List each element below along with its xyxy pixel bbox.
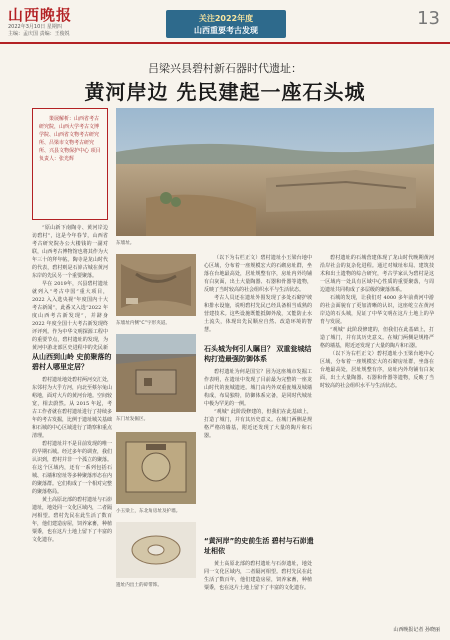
middle-column-section3 — [204, 560, 312, 622]
photo4-caption: 小玉梁上，东北角房址及护墙。 — [116, 509, 181, 514]
issue-meta — [8, 24, 70, 38]
corridor-image — [116, 254, 196, 316]
intro-paragraph: “原山新下南陶寺、黄河岸边访碧村”，这是今年春节，山西省考古研究院办公大楼钱的一副对联，山西考古博物馆也将其作为大年三十的拜年帖。陶寺是龙山时代的代表，碧村则是石峁古城在黄河东岸的先民另一个重要聚落。 — [32, 225, 108, 279]
issue-date: 2022年3月10日 星期四 — [8, 24, 62, 30]
section1-paragraph-1: 碧村遗址地处碧村两河交汇处，东邻村为大乎方河，向北至蔡尔兔山峪地，面对大片的黄河台地。空间较宽，相去蔚然。从 2015 年起，考古工作者就在碧村遗址进行了持续多年的考古发掘，比例于遗址城关基础和石城的中心区域进行了勘察和重点清理。 — [32, 377, 112, 439]
masthead-logo: 山西晚报 — [8, 6, 73, 24]
middle-column-section2 — [204, 368, 312, 534]
section1-paragraph-3: 黄土高原北部的碧村遗址与石峁遗址，地处同一文化区域内，二者隔河相望。碧村先民在此生活了数百年，他们建造房屋，饲养家畜，种植粟黍，也在这片土地上留下了丰富的文化遗存。 — [32, 497, 112, 543]
middle-paragraph-1: （以下为右栏正文）碧村遗址小玉梁台地中心区域，分布着一座规模宏大的石砌房址群，坐落在台地最高处，居址规整有序，房址内外均铺有白灰面，出土大量陶器、石器和骨器等遗物，反映了当时较高的社会组织水平与生活状态。 — [204, 255, 312, 293]
artifact-image — [116, 522, 196, 578]
photo5-caption: 遗址内出土的碎带饰。 — [116, 583, 162, 588]
left-column-section1 — [32, 376, 112, 620]
left-column-intro — [32, 224, 108, 350]
section3-paragraph: 黄土高原北部的碧村遗址与石峁遗址，地处同一文化区域内，二者隔河相望。碧村先民在此生活了数百年，他们建造房屋，饲养家畜，种植粟黍，也在这片土地上留下了丰富的文化遗存。 — [204, 561, 312, 591]
section2-paragraph-2: “观城” 此阶段修建的，但我们在此基础上，打造了城门，并有其历史意义。在城门两侧是规格严格的墙基，附近还发现了大量的陶片和石器。 — [204, 409, 312, 439]
editor-line: 主编：孟庆国 责编：王俊锐 — [8, 31, 70, 37]
house-site-image — [116, 432, 196, 504]
site-landscape-image — [116, 108, 434, 236]
photo2-caption: 东墙址内侧“C”字形夹道。 — [116, 321, 170, 326]
middle-column-top — [204, 254, 312, 342]
section2-heading: 石头城为何引人瞩目？ 双重瓮城结构打造最强防御体系 — [204, 345, 312, 363]
banner-line2: 山西重要考古发现 — [194, 26, 258, 35]
reporter-credit: 山西晚报记者 孙晓丽 — [393, 627, 440, 633]
right-paragraph-3: “观城” 此阶段修建的，但我们在此基础上，打造了城门，并有其历史意义。在城门两侧是规格严格的墙基，附近还发现了大量的陶片和石器。 — [320, 327, 434, 349]
page-number: 13 — [417, 8, 440, 29]
house-site-photo — [116, 432, 196, 504]
photo3-caption: 东门址发掘区。 — [116, 417, 149, 422]
right-paragraph-2: 石城的发现，让我们对 4000 多年前黄河中游的社会面貌有了更加清晰的认识，这座屹立在黄河岸边的石头城，见证了中华文明在这片土地上的孕育与发展。 — [320, 295, 434, 325]
project-infobox — [32, 108, 108, 220]
section1-heading: 从山西到山岭 史前聚落的碧村人哪里定居？ — [32, 353, 112, 371]
section-banner — [166, 10, 286, 38]
middle-paragraph-2: 考古人员还在遗址外围发现了多处石砌护坡和排水设施，说明碧村先民已经具备相当成熟的营建技术。这些设施既能抵御外敌，又能防止水土流失，体现出先民顺应自然、改造环境的智慧。 — [204, 295, 312, 333]
corridor-photo — [116, 254, 196, 316]
right-paragraph-4: （以下为右栏正文）碧村遗址小玉梁台地中心区域，分布着一座规模宏大的石砌房址群，坐落在台地最高处，居址规整有序，房址内外均铺有白灰面，出土大量陶器、石器和骨器等遗物，反映了当时较高的社会组织水平与生活状态。 — [320, 351, 434, 389]
article-subtitle: 吕梁兴县碧村新石器时代遗址： — [148, 62, 302, 75]
banner-line1: 关注2022年度 — [198, 14, 254, 23]
article-headline: 黄河岸边 先民建起一座石头城 — [84, 80, 366, 104]
section2-paragraph-1: 碧村遗址为何是国宝？因为这座城市发掘工作表明，在遗址中发现了目前最为完整的一座龙山时代的瓮城遗迹。城门由内外双重瓮城及城墙构成，布局独特，防御体系完备，是同时代城址中极为罕见的一例。 — [204, 369, 312, 407]
east-gate-photo — [116, 334, 196, 412]
east-gate-image — [116, 334, 196, 412]
section3-heading: “黄河岸”的史前生活 碧村与石峁遗址相依 — [204, 537, 314, 555]
intro-paragraph-2: 早在 2019年，兴县碧村遗址就列入“考古中国”重大项目，2022 入入选央视“年度国内十大考古新闻”，此番又入选“2022 年度山西考古新发现”，并跻身 2022 年度全国十大考古新发现终评评列。作为中华文明探源工程中的重要节点，碧村遗址的发现，为黄河中游北部区史进程中的先民新 — [32, 281, 108, 350]
page-header — [0, 0, 450, 44]
artifact-photo — [116, 522, 196, 578]
right-paragraph-1: 碧村遗址的石城营建体现了龙山时代晚期黄河沿岸社会的复杂化进程。通过对城址布局、建筑技术和出土遗物的综合研究，考古学家认为碧村是这一区域内一处具有区域中心性质的重要聚落，与周边遗址共同构成了多层级的聚落体系。 — [320, 255, 434, 293]
infobox-text: 策展解析：山西省考古研究院，山西大学考古文博学院、山西省文物考古研究所、吕梁市文物考古研究所、兴县文物保护中心 项目负责人：张光辉 — [39, 116, 101, 162]
main-site-photo — [116, 108, 434, 236]
section1-paragraph-2: 碧村遗址并不是目前发现的唯一的早期石城。经过多年的调查，我们认识到，碧村并非一个孤立的聚落。在这个区域内，还有一系列包括石城、石墙和窑址等多种聚落形态在内的聚落群。它们构成了一个相对完整的聚落格局。 — [32, 441, 112, 495]
right-column — [320, 254, 434, 620]
main-photo-caption: 东墙址。 — [116, 241, 135, 246]
